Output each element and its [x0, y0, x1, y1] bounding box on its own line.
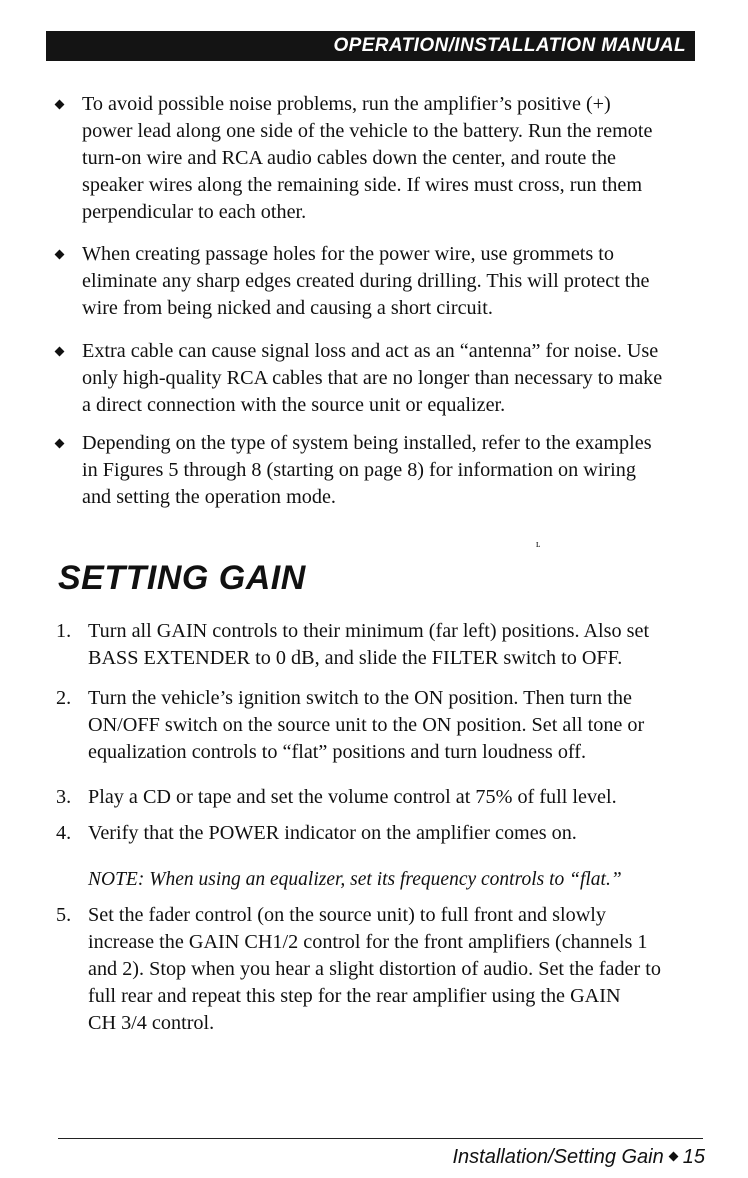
step-item: Turn the vehicle’s ignition switch to the ON position. Then turn the ON/OFF switch on the source unit to the ON position. Set all tone or equalization controls to “flat” positions and turn loudness off. — [88, 687, 645, 763]
bullet-item: Extra cable can cause signal loss and act as an “antenna” for noise. Use only high-quality RCA cables that are no longer than necessary to make a direct connection with the source unit or equalizer. — [82, 340, 663, 416]
header-title: OPERATION/INSTALLATION MANUAL — [333, 35, 686, 56]
step-item: Verify that the POWER indicator on the amplifier comes on. — [88, 822, 577, 844]
step-number: 2. — [56, 687, 72, 709]
page-number: 15 — [682, 1146, 705, 1168]
step-number: 4. — [56, 822, 72, 844]
bullet-item: When creating passage holes for the power wire, use grommets to eliminate any sharp edges created during drilling. This will protect the wire from being nicked and causing a short circuit. — [82, 243, 650, 319]
footer-divider — [58, 1138, 703, 1139]
footer-section-title: Installation/Setting Gain — [452, 1146, 664, 1168]
page-footer — [453, 1143, 706, 1171]
bullet-diamond-icon — [55, 439, 65, 449]
bullet-item: Depending on the type of system being installed, refer to the examples in Figures 5 through 8 (starting on page 8) for information on wiring and setting the operation mode. — [82, 432, 652, 508]
note-text: NOTE: When using an equalizer, set its frequency controls to “flat.” — [88, 869, 622, 890]
bullet-diamond-icon — [55, 250, 65, 260]
step-item: Play a CD or tape and set the volume control at 75% of full level. — [88, 786, 617, 808]
bullet-item: To avoid possible noise problems, run the amplifier’s positive (+) power lead along one side of the vehicle to the battery. Run the remote turn-on wire and RCA audio cables down the center, and route the speaker wires along the remaining side. If wires must cross, run them perpendicular to each other. — [82, 93, 653, 223]
stray-mark: ʟ — [536, 539, 541, 550]
step-item: Set the fader control (on the source unit) to full front and slowly increase the GAIN CH1/2 control for the front amplifiers (channels 1 and 2). Stop when you hear a slight distortion of audio. Set the fader to full rear and repeat this step for the rear amplifier using the GAIN CH 3/4 control. — [88, 904, 661, 1034]
step-item: Turn all GAIN controls to their minimum (far left) positions. Also set BASS EXTENDER to 0 dB, and slide the FILTER switch to OFF. — [88, 620, 650, 669]
section-title: SETTING GAIN — [58, 559, 306, 597]
step-number: 3. — [56, 786, 72, 808]
header-banner — [46, 31, 695, 61]
step-number: 5. — [56, 904, 72, 926]
footer-diamond-icon — [668, 1151, 678, 1161]
bullet-diamond-icon — [55, 347, 65, 357]
step-number: 1. — [56, 620, 72, 642]
bullet-diamond-icon — [55, 100, 65, 110]
